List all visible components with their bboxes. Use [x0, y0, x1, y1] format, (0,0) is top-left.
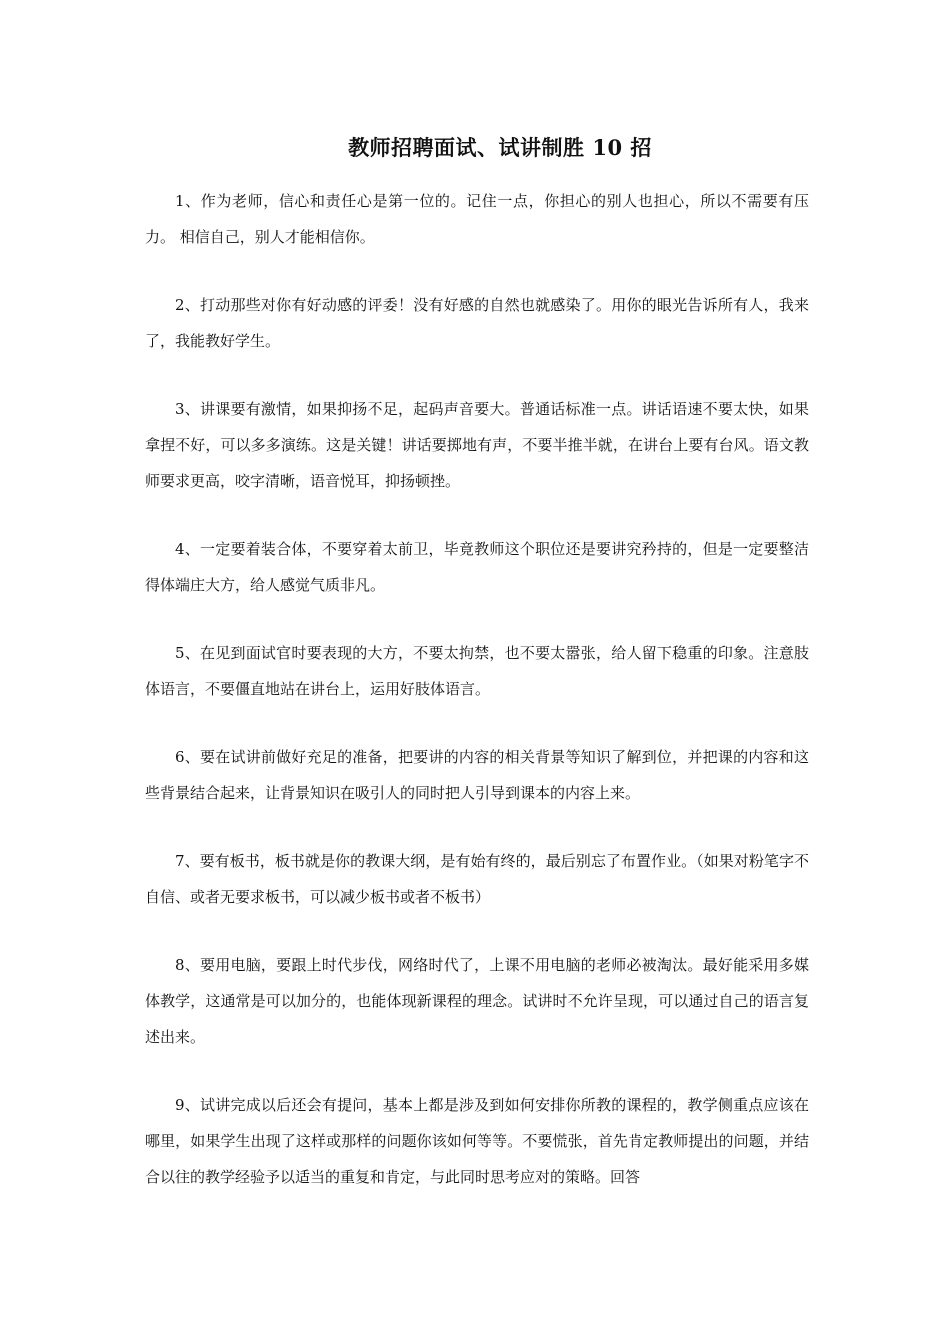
- paragraph-6: 6、要在试讲前做好充足的准备，把要讲的内容的相关背景等知识了解到位，并把课的内容和这些背景结合起来，让背景知识在吸引人的同时把人引导到课本的内容上来。: [145, 748, 809, 802]
- document-body: [145, 183, 809, 1227]
- paragraph-3: 3、讲课要有激情，如果抑扬不足，起码声音要大。普通话标准一点。讲话语速不要太快，如果拿捏不好，可以多多演练。这是关键！讲话要掷地有声，不要半推半就，在讲台上要有台风。语文教师要求更高，咬字清晰，语音悦耳，抑扬顿挫。: [145, 400, 809, 490]
- paragraph-8: 8、要用电脑，要跟上时代步伐，网络时代了，上课不用电脑的老师必被淘汰。最好能采用多媒体教学，这通常是可以加分的，也能体现新课程的理念。试讲时不允许呈现，可以通过自己的语言复述出来。: [145, 956, 809, 1046]
- paragraph-1: 1、作为老师，信心和责任心是第一位的。记住一点，你担心的别人也担心，所以不需要有压力。 相信自己，别人才能相信你。: [145, 192, 809, 246]
- paragraph-2: 2、打动那些对你有好动感的评委！没有好感的自然也就感染了。用你的眼光告诉所有人，我来了，我能教好学生。: [145, 296, 809, 350]
- paragraph-9: 9、试讲完成以后还会有提问，基本上都是涉及到如何安排你所教的课程的，教学侧重点应该在哪里，如果学生出现了这样或那样的问题你该如何等等。不要慌张，首先肯定教师提出的问题，并结合以往的教学经验予以适当的重复和肯定，与此同时思考应对的策略。回答: [145, 1096, 809, 1186]
- paragraph-4: 4、一定要着装合体，不要穿着太前卫，毕竟教师这个职位还是要讲究矜持的，但是一定要整洁得体端庄大方，给人感觉气质非凡。: [145, 540, 809, 594]
- paragraph-5: 5、在见到面试官时要表现的大方，不要太拘禁，也不要太嚣张，给人留下稳重的印象。注意肢体语言，不要僵直地站在讲台上，运用好肢体语言。: [145, 644, 809, 698]
- document-title: 教师招聘面试、试讲制胜 10 招: [348, 135, 652, 160]
- paragraph-7: 7、要有板书，板书就是你的教课大纲，是有始有终的，最后别忘了布置作业。（如果对粉笔字不自信、或者无要求板书，可以减少板书或者不板书）: [145, 852, 809, 906]
